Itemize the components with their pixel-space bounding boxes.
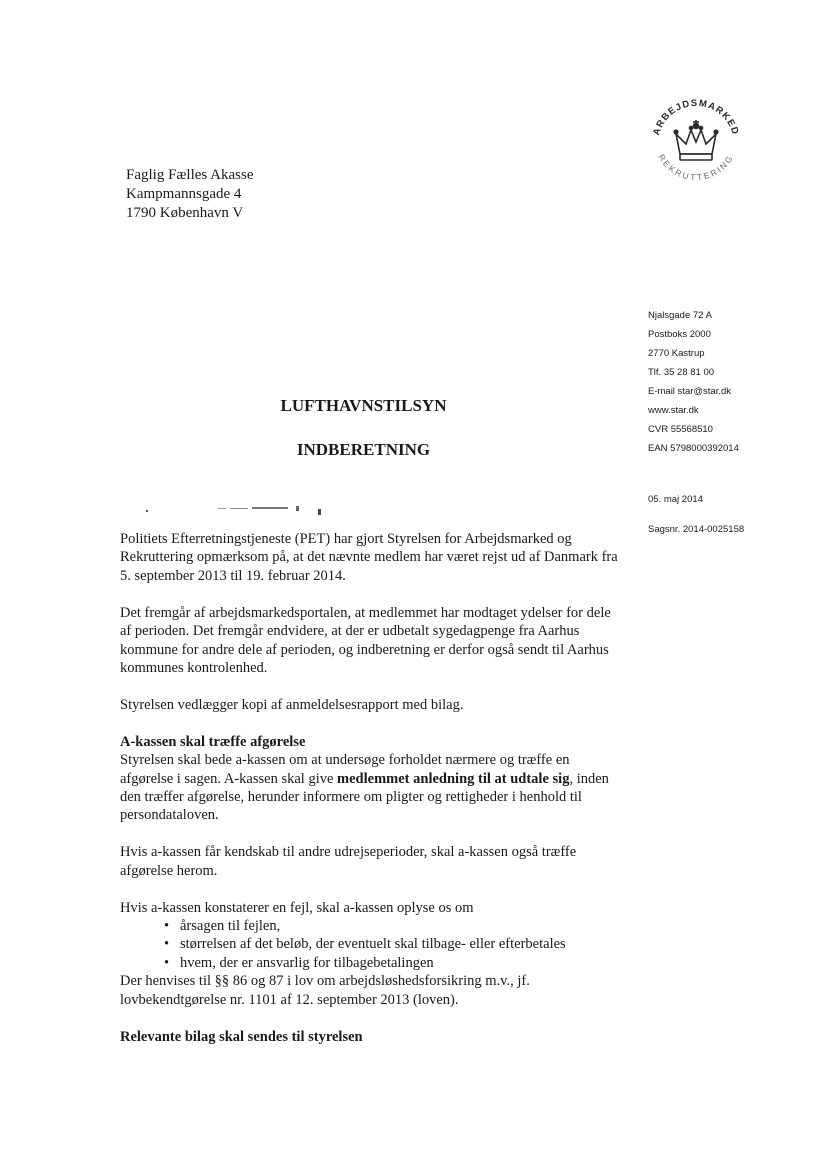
body-paragraph-5: Hvis a-kassen får kendskab til andre udrejseperioder, skal a-kassen også træffe afgørelse herom. xyxy=(120,844,577,879)
letter-body xyxy=(120,530,620,1046)
case-number: Sagsnr. 2014-0025158 xyxy=(648,524,745,535)
recipient-address xyxy=(126,166,254,223)
sender-pobox: Postboks 2000 xyxy=(648,329,711,340)
p4-text-bold: medlemmet anledning til at udtale sig xyxy=(337,770,570,787)
body-paragraph-6: Hvis a-kassen konstaterer en fejl, skal a-kassen oplyse os om xyxy=(120,899,474,916)
body-paragraph-3: Styrelsen vedlægger kopi af anmeldelsesrapport med bilag. xyxy=(120,696,464,713)
logo-text-top: ARBEJDSMARKED xyxy=(651,97,741,137)
sender-email: E-mail star@star.dk xyxy=(648,386,732,397)
section-heading-decision: A-kassen skal træffe afgørelse xyxy=(120,733,306,750)
recipient-street: Kampmannsgade 4 xyxy=(126,186,242,202)
body-paragraph-2: Det fremgår af arbejdsmarkedsportalen, at medlemmet har modtaget ydelser for dele af perioden. Det fremgår endvidere, at der er udbetalt sygedagpenge fra Aarhus kommune for andre dele af perioden, og indberetning er derfor også sendt til Aarhus kommunes kontrolenhed. xyxy=(120,604,611,676)
list-item: • årsagen til fejlen, xyxy=(168,917,620,935)
logo-text-bottom: REKRUTTERING xyxy=(656,152,736,183)
svg-text:REKRUTTERING xyxy=(656,152,735,182)
recipient-name: Faglig Fælles Akasse xyxy=(126,167,254,183)
crown-icon xyxy=(674,120,718,160)
sender-city: 2770 Kastrup xyxy=(648,348,705,359)
sender-ean: EAN 5798000392014 xyxy=(648,443,739,454)
body-paragraph-7: Der henvises til §§ 86 og 87 i lov om arbejdsløshedsforsikring m.v., jf. lovbekendtgørelse nr. 1101 af 12. september 2013 (loven). xyxy=(120,973,530,1008)
redacted-line xyxy=(146,503,326,515)
sender-cvr: CVR 55568510 xyxy=(648,424,713,435)
agency-logo xyxy=(636,82,756,202)
svg-text:ARBEJDSMARKED xyxy=(651,98,741,137)
p4-text-start: Styrelsen skal bede a-kassen om at undersøge forholdet nærmere og træffe en afgørelse i sagen. A-kassen skal give xyxy=(120,752,570,787)
body-paragraph-4 xyxy=(120,751,620,825)
recipient-city: 1790 København V xyxy=(126,205,244,221)
sender-contact xyxy=(648,306,739,458)
body-paragraph-1: Politiets Efterretningstjeneste (PET) har gjort Styrelsen for Arbejdsmarked og Rekruttering opmærksom på, at det nævnte medlem har været rejst ud af Danmark fra 5. september 2013 til 19. februar 2014. xyxy=(120,531,618,584)
list-item: • hvem, der er ansvarlig for tilbagebetalingen xyxy=(168,954,620,972)
page-subtitle: INDBERETNING xyxy=(296,440,431,459)
list-item: • størrelsen af det beløb, der eventuelt skal tilbage- eller efterbetales xyxy=(168,935,620,953)
bullet-list xyxy=(120,917,620,972)
section-heading-attachments: Relevante bilag skal sendes til styrelsen xyxy=(120,1028,363,1045)
date-block xyxy=(648,494,744,535)
sender-address: Njalsgade 72 A xyxy=(648,310,712,321)
letter-date: 05. maj 2014 xyxy=(648,494,703,505)
sender-phone: Tlf. 35 28 81 00 xyxy=(648,367,715,378)
page-title: LUFTHAVNSTILSYN xyxy=(280,396,447,415)
sender-web: www.star.dk xyxy=(648,405,699,416)
p4-text-end: , inden den træffer afgørelse, herunder informere om pligter og rettigheder i henhold til persondataloven. xyxy=(120,770,609,824)
